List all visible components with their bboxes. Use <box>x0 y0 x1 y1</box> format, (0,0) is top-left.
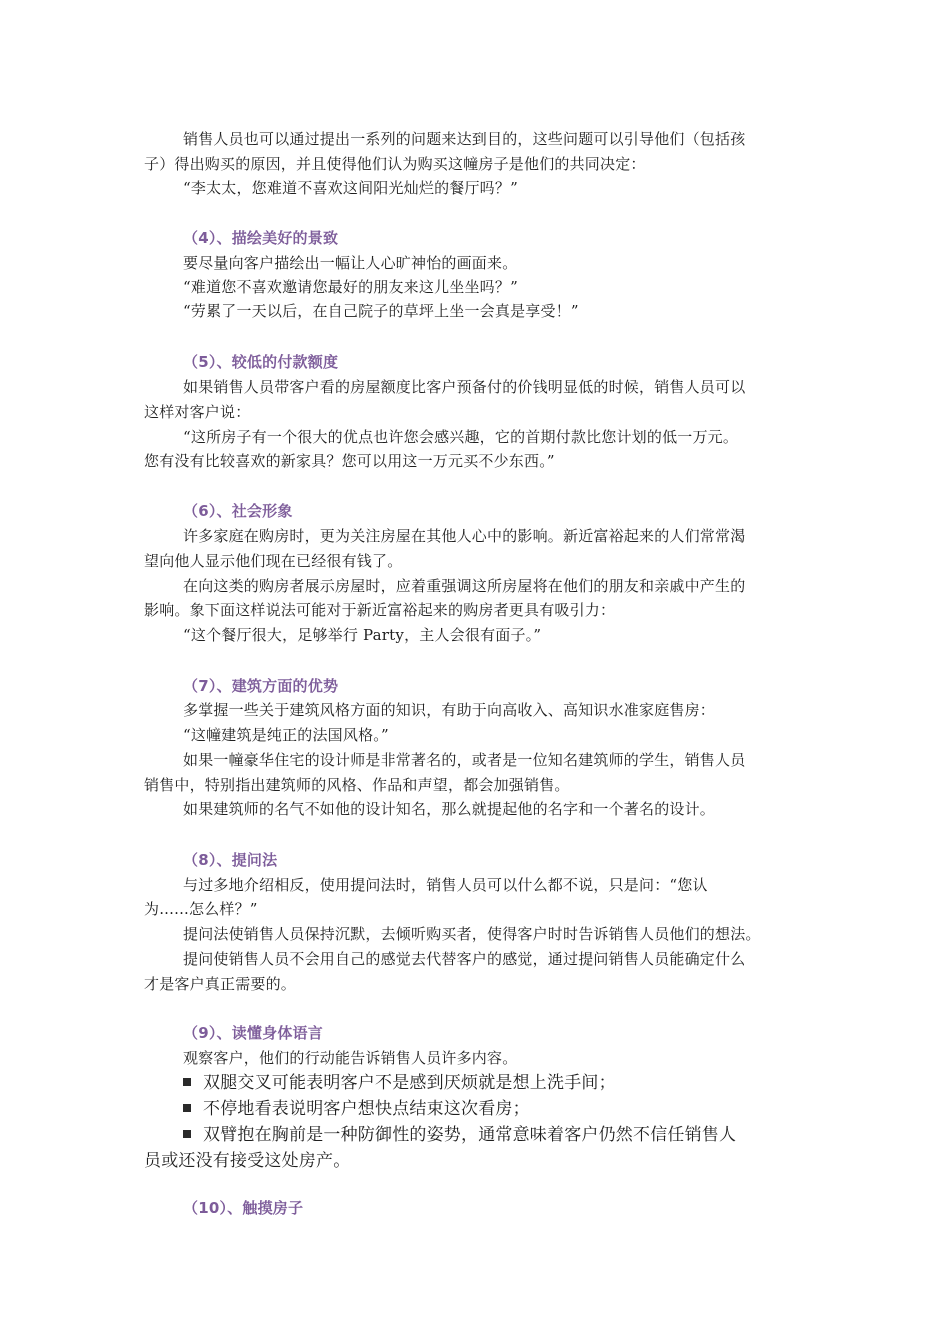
quote-line: “这所房子有一个很大的优点也许您会感兴趣，它的首期付款比您计划的低一万元。 <box>183 428 739 446</box>
section-heading-7: （7）、建筑方面的优势 <box>183 677 339 695</box>
paragraph-line: 提问使销售人员不会用自己的感觉去代替客户的感觉，通过提问销售人员能确定什么 <box>183 950 746 968</box>
paragraph-line: 多掌握一些关于建筑风格方面的知识，有助于向高收入、高知识水准家庭售房： <box>183 701 716 719</box>
paragraph-line: 子）得出购买的原因，并且使得他们认为购买这幢房子是他们的共同决定： <box>144 155 646 173</box>
section-heading-6: （6）、社会形象 <box>183 502 293 520</box>
bullet-square-icon <box>183 1078 191 1086</box>
list-item-text: 双臂抱在胸前是一种防御性的姿势，通常意味着客户仍然不信任销售人 <box>203 1125 737 1145</box>
paragraph-line: 如果销售人员带客户看的房屋额度比客户预备付的价钱明显低的时候，销售人员可以 <box>183 378 746 396</box>
list-item <box>183 1124 736 1146</box>
paragraph-line: 要尽量向客户描绘出一幅让人心旷神怡的画面来。 <box>183 254 518 272</box>
paragraph-line: 才是客户真正需要的。 <box>144 975 297 993</box>
bullet-square-icon <box>183 1104 191 1112</box>
section-heading-8: （8）、提问法 <box>183 851 278 869</box>
bullet-square-icon <box>183 1130 191 1138</box>
paragraph-line: 与过多地介绍相反，使用提问法时，销售人员可以什么都不说，只是问：“您认 <box>183 876 708 894</box>
list-item-text: 不停地看表说明客户想快点结束这次看房； <box>203 1099 530 1119</box>
paragraph-line: 影响。象下面这样说法可能对于新近富裕起来的购房者更具有吸引力： <box>144 601 616 619</box>
section-heading-10: （10）、触摸房子 <box>183 1199 304 1217</box>
section-heading-5: （5）、较低的付款额度 <box>183 353 339 371</box>
paragraph-line: 为......怎么样？” <box>144 900 258 918</box>
paragraph-line: 如果建筑师的名气不如他的设计知名，那么就提起他的名字和一个著名的设计。 <box>183 800 716 818</box>
quote-line: 您有没有比较喜欢的新家具？您可以用这一万元买不少东西。” <box>144 452 555 470</box>
paragraph-line: 销售人员也可以通过提出一系列的问题来达到目的，这些问题可以引导他们（包括孩 <box>183 130 746 148</box>
quote-line: “李太太，您难道不喜欢这间阳光灿烂的餐厅吗？” <box>183 179 518 197</box>
paragraph-line: 销售中，特别指出建筑师的风格、作品和声望，都会加强销售。 <box>144 776 570 794</box>
quote-line: “劳累了一天以后，在自己院子的草坪上坐一会真是享受！” <box>183 302 579 320</box>
list-item <box>183 1098 530 1120</box>
section-heading-4: （4）、描绘美好的景致 <box>183 229 339 247</box>
quote-line: “这幢建筑是纯正的法国风格。” <box>183 726 389 744</box>
list-item-text: 双腿交叉可能表明客户不是感到厌烦就是想上洗手间； <box>203 1073 616 1093</box>
list-item <box>183 1072 616 1094</box>
quote-line: “这个餐厅很大，足够举行 Party，主人会很有面子。” <box>183 626 542 644</box>
paragraph-line: 如果一幢豪华住宅的设计师是非常著名的，或者是一位知名建筑师的学生，销售人员 <box>183 751 746 769</box>
paragraph-line: 在向这类的购房者展示房屋时，应着重强调这所房屋将在他们的朋友和亲戚中产生的 <box>183 577 746 595</box>
list-item-continuation: 员或还没有接受这处房产。 <box>144 1151 351 1171</box>
paragraph-line: 提问法使销售人员保持沉默，去倾听购买者，使得客户时时告诉销售人员他们的想法。 <box>183 925 761 943</box>
paragraph-line: 许多家庭在购房时，更为关注房屋在其他人心中的影响。新近富裕起来的人们常常渴 <box>183 527 746 545</box>
paragraph-line: 望向他人显示他们现在已经很有钱了。 <box>144 552 403 570</box>
paragraph-line: 这样对客户说： <box>144 403 251 421</box>
quote-line: “难道您不喜欢邀请您最好的朋友来这儿坐坐吗？” <box>183 278 518 296</box>
paragraph-line: 观察客户，他们的行动能告诉销售人员许多内容。 <box>183 1049 518 1067</box>
section-heading-9: （9）、读懂身体语言 <box>183 1024 323 1042</box>
